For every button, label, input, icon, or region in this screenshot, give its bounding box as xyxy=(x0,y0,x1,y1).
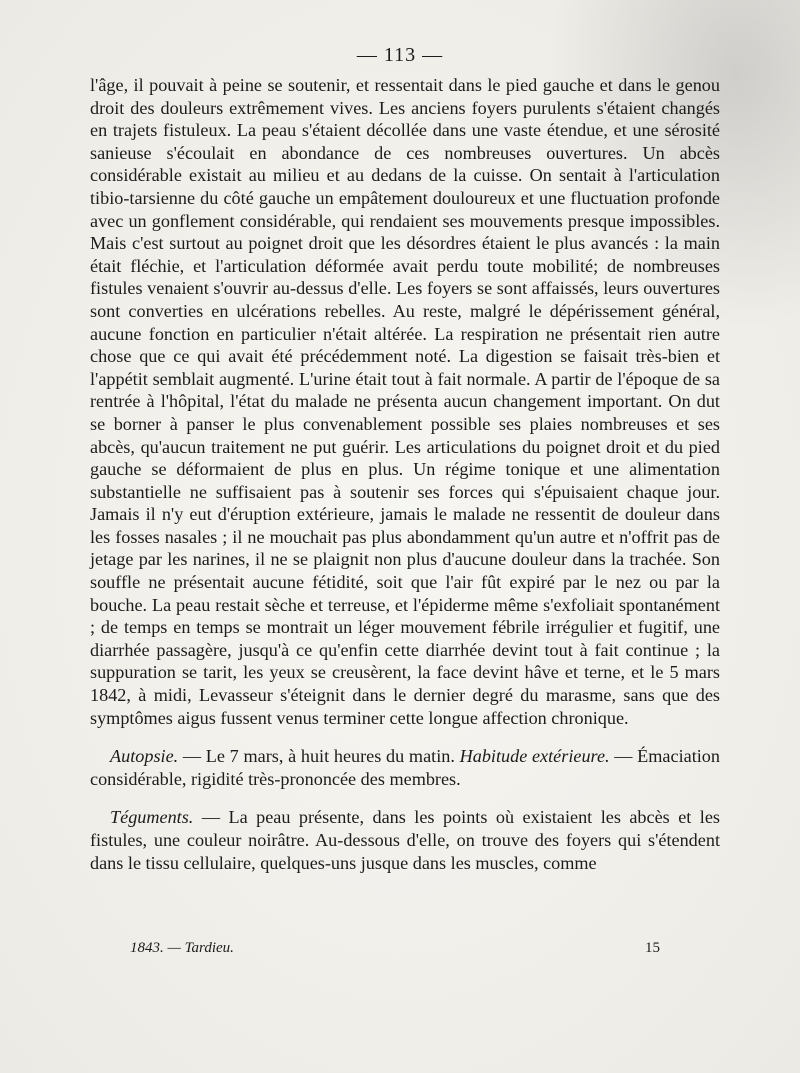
autopsy-heading: Autopsie. xyxy=(110,746,179,767)
body-text xyxy=(90,74,720,874)
paragraph-autopsy xyxy=(90,745,720,790)
footer-signature: 1843. — Tardieu. xyxy=(130,940,234,956)
paragraph-teguments xyxy=(90,806,720,874)
footer-sheet-number: 15 xyxy=(645,940,660,956)
page-number: — 113 — xyxy=(356,44,444,66)
teguments-heading: Téguments. xyxy=(110,807,194,828)
paragraph-case-history: l'âge, il pouvait à peine se soutenir, et ressentait dans le pied gauche et dans le genou droit des douleurs extrêmement vives. Les anciens foyers purulents s'étaient changés en trajets fistuleux. La peau s'étaient décollée dans une vaste étendue, et une sérosité sanieuse s'écoulait en abondance de ces nombreuses ouvertures. Un abcès considérable existait au milieu et au dedans de la cuisse. On sentait à l'articulation tibio-tarsienne du côté gauche un empâtement douloureux et une fluctuation profonde avec un gonflement considérable, qui rendaient ses mouvements presque impossibles. Mais c'est surtout au poignet droit que les désordres étaient le plus avancés : la main était fléchie, et l'articulation déformée avait perdu toute mobilité; de nombreuses fistules venaient s'ouvrir au-dessus d'elle. Les foyers se sont affaissés, leurs ouvertures sont converties en ulcérations rebelles. Au reste, malgré le dépérissement général, aucune fonction en particulier n'était altérée. La respiration ne présentait rien autre chose que ce qui avait été précédemment noté. La digestion se faisait très-bien et l'appétit semblait augmenté. L'urine était tout à fait normale. A partir de l'époque de sa rentrée à l'hôpital, l'état du malade ne présenta aucun changement important. On dut se borner à panser le plus convenablement possible ses plaies nombreuses et ses abcès, qu'aucun traitement ne put guérir. Les articulations du poignet droit et du pied gauche se déformaient de plus en plus. Un régime tonique et une alimentation substantielle ne suffisaient pas à soutenir ses forces qui s'épuisaient chaque jour. Jamais il n'y eut d'éruption extérieure, jamais le malade ne ressentit de douleur dans les fosses nasales ; il ne mouchait pas plus abondamment qu'un autre et n'offrit pas de jetage par les narines, il ne se plaignit non plus d'aucune douleur dans la trachée. Son souffle ne présentait aucune fétidité, soit que l'air fût expiré par le nez ou par la bouche. La peau restait sèche et terreuse, et l'épiderme même s'exfoliait spontanément ; de temps en temps se montrait un léger mouvement fébrile irrégulier et fugitif, une diarrhée passagère, jusqu'à ce qu'enfin cette diarrhée devint tout à fait continue ; la suppuration se tarit, les yeux se creusèrent, la face devint hâve et terne, et le 5 mars 1842, à midi, Levasseur s'éteignit dans le dernier degré du marasme, sans que des symptômes aigus fussent venus terminer cette longue affection chronique. xyxy=(90,75,720,728)
teguments-text: — La peau présente, dans les points où existaient les abcès et les fistules, une couleur noirâtre. Au-dessous d'elle, on trouve des foyers qui s'étendent dans le tissu cellulaire, quelques-uns jusque dans les muscles, comme xyxy=(90,807,720,873)
external-habit-heading: Habitude extérieure. xyxy=(459,746,610,767)
external-habit-text: — Émaciation considérable, rigidité très-prononcée des membres. xyxy=(90,746,720,789)
autopsy-text: — Le 7 mars, à huit heures du matin. xyxy=(178,746,460,767)
